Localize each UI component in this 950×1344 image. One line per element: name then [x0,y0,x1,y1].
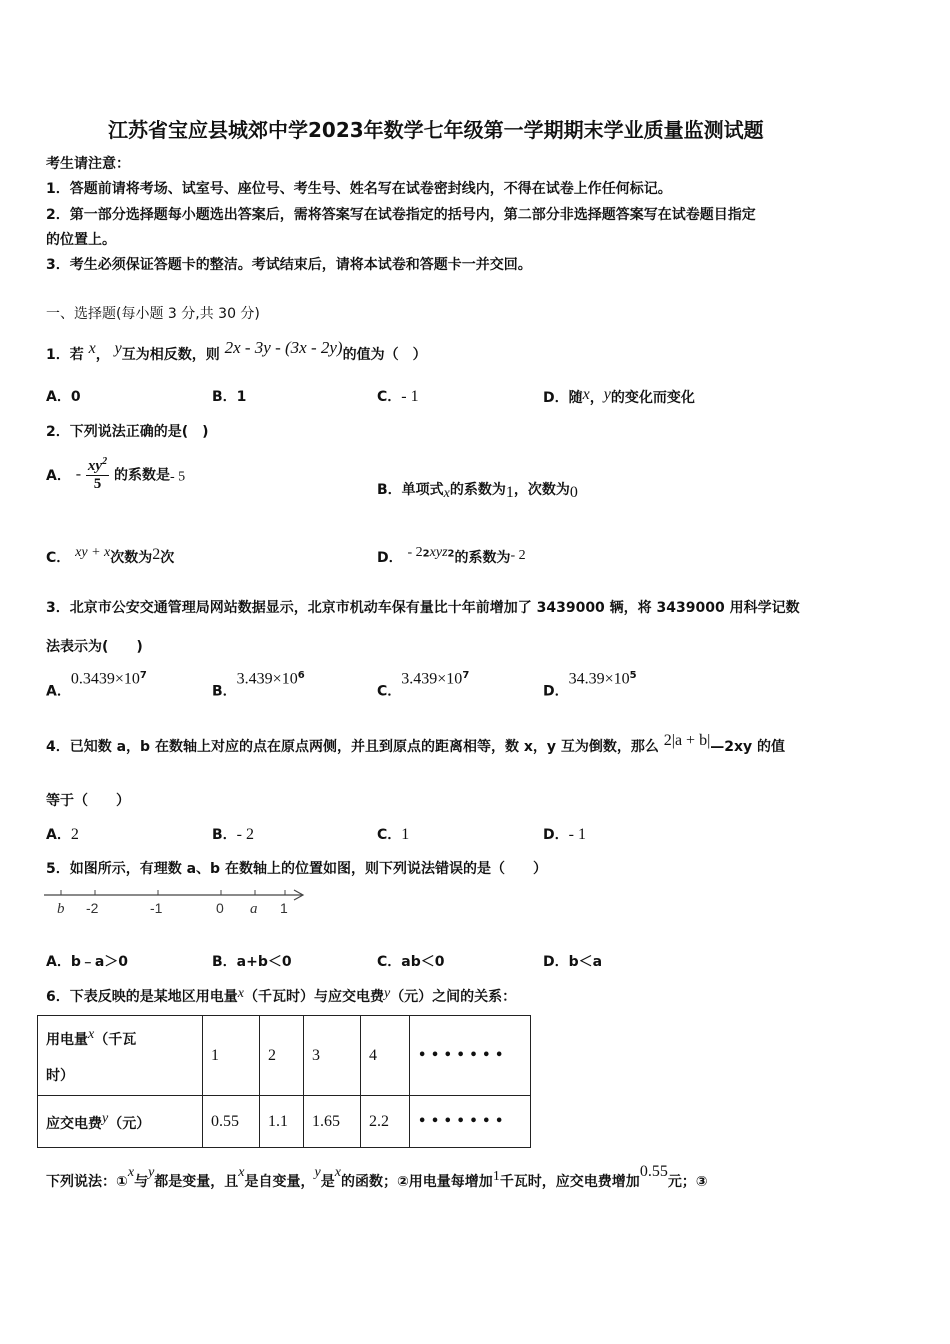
q6-tail-7: 千瓦时，应交电费增加 [499,1174,640,1190]
question-3-line2: 法表示为( ) [46,639,143,655]
q6-var-x: x [237,986,244,1001]
q2-option-d-text: 的系数为 [454,550,511,566]
q2-option-b-text2: ，次数为 [513,482,570,498]
q2-option-c-value: 2 [152,546,161,563]
row-header-usage [38,1016,203,1096]
table-cell: 2.2 [361,1096,410,1148]
q6-tail-y2: y [314,1165,321,1180]
row-header-usage-unit2: 时） [46,1068,74,1084]
q1-option-d [543,386,695,407]
q3-option-a-label: A． [46,683,71,700]
table-cell-ellipsis: • • • • • • • [410,1016,531,1096]
q3-option-b-base: 3.439×10 [236,670,298,688]
q6-tail-y1: y [148,1165,155,1180]
q5-option-c: C．ab＜0 [377,954,445,970]
q1-option-a: A．0 [46,389,81,405]
axis-label-b: b [57,901,65,917]
q2-option-a-label: A． [46,467,71,484]
q3-option-a-base: 0.3439×10 [70,670,140,688]
q4-option-a-value: 2 [70,826,79,843]
table-cell-ellipsis: • • • • • • • [410,1096,531,1148]
row-header-usage-var: x [88,1027,95,1042]
q4-option-d [543,824,586,844]
axis-label-a: a [250,901,258,917]
q2-option-d-mid: xyz [429,545,448,560]
q4-option-c-label: C． [377,827,402,843]
q6-tail-5: 是 [320,1174,335,1190]
question-5: 5．如图所示，有理数 a、b 在数轴上的位置如图，则下列说法错误的是（ ） [46,861,547,877]
q2-option-d-value: - 2 [510,548,526,563]
q6-tail-4: 是自变量， [244,1174,315,1190]
q4-option-c-value: 1 [401,826,410,843]
row-header-fee [38,1096,203,1148]
q4-option-a-label: A． [46,827,71,843]
data-table [37,1015,531,1148]
q2-option-d-label: D． [377,550,403,566]
q1-option-c [377,386,419,406]
q3-option-c-base: 3.439×10 [401,670,463,688]
q6-tail-3: 都是变量，且 [154,1174,239,1190]
q2-a-num-text: xy [87,458,103,474]
q6-tail-6: 的函数；②用电量每增加 [340,1174,493,1190]
table-cell: 1 [203,1016,260,1096]
q1-option-d-post: 的变化而变化 [610,390,695,406]
q6-tail-value: 0.55 [639,1163,668,1180]
q4-option-b-value: - 2 [236,826,254,843]
notice-item-3: 3．考生必须保证答题卡的整洁。考试结束后，请将本试卷和答题卡一并交回。 [46,257,532,273]
axis-label-neg1: -1 [150,900,163,916]
q6-tail-x2: x [238,1165,245,1180]
q2-option-b [377,479,578,502]
q2-option-a-fraction [86,456,109,493]
q6-statements [46,1163,708,1191]
q1-post: 的值为（ ） [342,347,427,363]
table-cell: 3 [304,1016,361,1096]
table-cell: 4 [361,1016,410,1096]
q1-mid: 互为相反数，则 [121,347,220,363]
row-header-fee-var: y [102,1110,109,1126]
q6-stem-post: （元）之间的关系： [390,989,517,1005]
q6-tail-x1: x [127,1165,135,1180]
q3-option-b [212,670,305,701]
q3-option-b-exp: 6 [297,670,305,681]
q2-option-c-expr: xy + x [75,545,111,560]
q4-option-c [377,824,409,844]
q2-option-a-numerator [86,456,109,476]
page-title: 江苏省宝应县城郊中学2023年数学七年级第一学期期末学业质量监测试题 [108,118,764,142]
table-cell: 1.65 [304,1096,361,1148]
q1-option-d-x: x [582,386,590,403]
question-4-line2: 等于（ ） [46,793,130,809]
q3-option-b-label: B． [212,683,237,700]
q4-option-b [212,824,254,844]
table-row [38,1016,531,1096]
q2-option-d [377,545,526,567]
q2-option-a-text: 的系数是 [113,467,170,484]
table-cell: 2 [260,1016,304,1096]
q3-option-a [46,670,147,701]
q6-stem-mid: （千瓦时）与应交电费 [243,989,384,1005]
q6-var-y: y [383,986,391,1001]
q1-option-b: B．1 [212,389,247,405]
q1-option-c-label: C． [377,389,402,405]
q6-stem-pre: 6．下表反映的是某地区用电量 [46,989,238,1005]
q3-option-d-label: D． [543,683,569,700]
q4-option-d-value: - 1 [568,826,586,843]
row-header-usage-text: 用电量 [46,1032,88,1048]
table-cell: 1.1 [260,1096,304,1148]
q2-option-b-degree: 0 [569,484,578,501]
q2-a-num-exp: 2 [102,456,108,467]
q2-option-d-exp2: 2 [447,548,455,560]
section-heading: 一、选择题(每小题 3 分,共 30 分) [46,306,260,322]
axis-label-1: 1 [280,900,288,916]
q6-tail-8: 元；③ [667,1174,708,1190]
q1-pre: 1．若 [46,347,84,363]
q4-option-d-label: D． [543,827,569,843]
notice-header: 考生请注意： [46,156,130,172]
axis-label-0: 0 [216,900,224,916]
q3-option-c-exp: 7 [462,670,470,681]
q6-tail-2: 与 [134,1174,149,1190]
q5-option-b: B．a+b＜0 [212,954,292,970]
q2-option-b-text1: 的系数为 [449,482,506,498]
q2-option-c-text2: 次 [160,550,175,566]
notice-item-1: 1．答题前请将考场、试室号、座位号、考生号、姓名写在试卷密封线内，不得在试卷上作任何标记。 [46,181,672,197]
q4-expression: 2|a + b| [663,732,711,749]
q2-option-a [46,456,185,493]
q2-option-c-label: C． [46,550,71,566]
question-4-line1 [46,732,785,756]
q3-option-d-exp: 5 [629,670,637,681]
row-header-fee-text: 应交电费 [46,1115,102,1132]
q2-option-c [46,545,174,567]
axis-label-neg2: -2 [86,900,99,916]
q1-option-c-value: - 1 [401,388,419,405]
q3-option-d-base: 34.39×10 [568,670,630,688]
q3-option-c [377,670,469,701]
q1-comma: ， [95,347,110,363]
question-2: 2．下列说法正确的是( ) [46,424,209,440]
q2-option-d-pre: - 2 [407,545,423,560]
q2-option-a-minus: - [75,465,82,483]
question-6 [46,986,516,1006]
q2-option-b-var: x [443,486,450,501]
q2-option-c-text: 次数为 [110,550,153,566]
q1-var-y: y [114,340,122,357]
notice-item-2-cont: 的位置上。 [46,232,116,248]
q6-tail-x3: x [334,1165,341,1180]
q2-option-b-coef: 1 [505,484,514,501]
q5-option-d: D．b＜a [543,954,603,970]
table-cell: 0.55 [203,1096,260,1148]
q1-expression: 2x - 3y - (3x - 2y) [224,338,343,357]
row-header-usage-unit: （千瓦 [94,1032,137,1048]
table-row [38,1096,531,1148]
q4-stem-post: —2xy 的值 [710,739,786,755]
q3-option-d [543,670,637,701]
q2-option-a-denominator: 5 [93,476,102,492]
q3-option-a-exp: 7 [139,670,147,681]
number-line-figure [40,885,310,919]
q2-option-a-value: - 5 [169,469,186,485]
q1-var-x: x [88,340,96,357]
q1-option-d-comma: ， [589,390,604,406]
q5-option-a: A．b﹣a＞0 [46,954,129,970]
q2-option-b-label: B．单项式 [377,482,444,498]
row-header-fee-unit: （元） [108,1115,151,1132]
question-3-line1: 3．北京市公安交通管理局网站数据显示，北京市机动车保有量比十年前增加了 3439000 辆，将 3439000 用科学记数 [46,600,800,616]
question-1 [46,338,427,364]
q4-stem: 4．已知数 a，b 在数轴上对应的点在原点两侧，并且到原点的距离相等，数 x，y 互为倒数，那么 [46,739,659,755]
q2-option-d-exp1: 2 [422,548,430,560]
notice-item-2: 2．第一部分选择题每小题选出答案后，需将答案写在试卷指定的括号内，第二部分非选择题答案写在试卷题目指定 [46,207,756,223]
q6-tail-1: 下列说法：① [46,1174,128,1190]
q4-option-a [46,824,79,844]
q4-option-b-label: B． [212,827,237,843]
q6-tail-one: 1 [492,1169,500,1184]
q3-option-c-label: C． [377,683,402,700]
q1-option-d-pre: D．随 [543,390,583,406]
q1-option-d-y: y [603,386,611,403]
